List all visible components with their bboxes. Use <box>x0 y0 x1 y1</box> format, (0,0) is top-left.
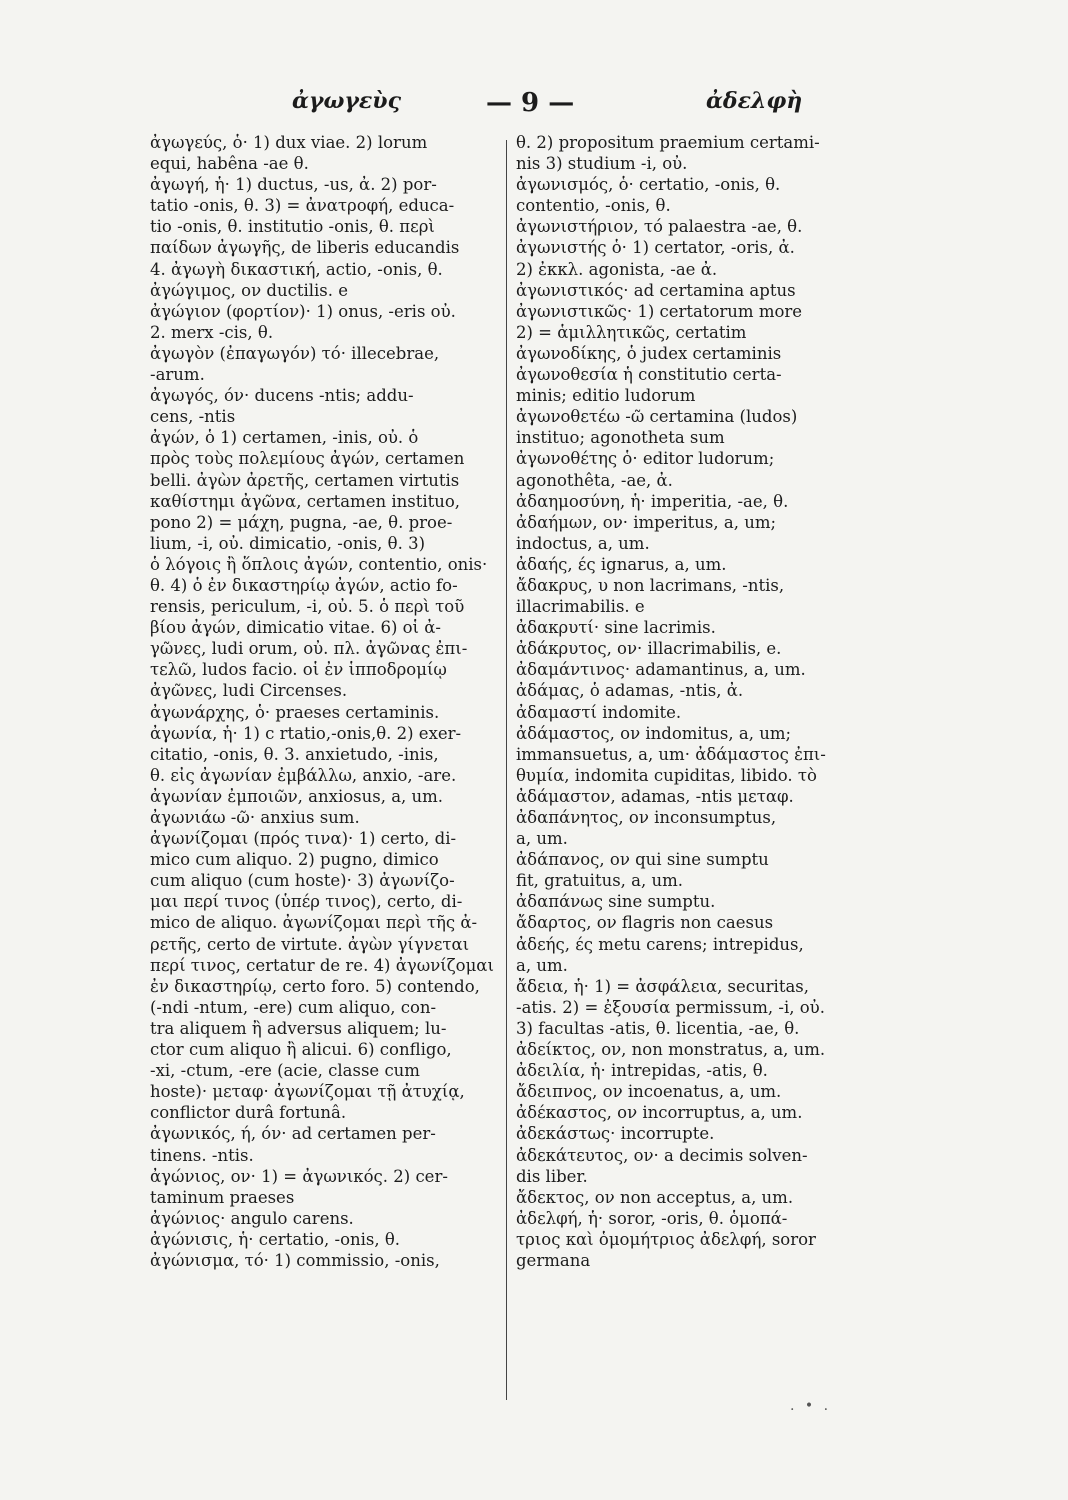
entry-line: instituo; agonotheta sum <box>516 428 725 448</box>
entry-line: θ. 4) ὁ ἐν δικαστηρίῳ ἀγών, actio fo- <box>150 575 458 595</box>
entry-line: ἀγωνοθεσία ἡ constitutio certa- <box>516 365 782 385</box>
entry-line: ἀγώγιμος, ον ductilis. e <box>150 280 348 300</box>
column-divider <box>506 140 507 1400</box>
entry-line: germana <box>516 1250 591 1270</box>
entry-line: -xi, -ctum, -ere (acie, classe cum <box>150 1061 420 1081</box>
header-right-guide-word: ἀδελφὴ <box>706 88 803 114</box>
entry-line: ἀδάμαστος, ον indomitus, a, um; <box>516 723 792 743</box>
entry-line: ἀδεκάστως· incorrupte. <box>516 1124 715 1144</box>
entry-line: ἀγωνοθέτης ὁ· editor ludorum; <box>516 449 775 469</box>
entry-line: ἀγωνοθετέω -ῶ certamina (ludos) <box>516 407 798 427</box>
entry-line: cum aliquo (cum hoste)· 3) ἀγωνίζο- <box>150 871 455 891</box>
entry-line: ἄδαρτος, ον flagris non caesus <box>516 913 774 933</box>
entry-line: ἀγωνοδίκης, ὁ judex certaminis <box>516 343 782 363</box>
entry-line: ἀγωνάρχης, ὁ· praeses certaminis. <box>150 702 440 722</box>
entry-line: καθίστημι ἀγῶνα, certamen instituo, <box>150 491 461 511</box>
entry-line: tra aliquem ἢ adversus aliquem; lu- <box>150 1018 447 1038</box>
entry-line: ἀγωγὸν (ἐπαγωγόν) τό· illecebrae, <box>150 343 440 363</box>
entry-line: περί τινος, certatur de re. 4) ἀγωνίζομαι <box>150 955 494 975</box>
entry-line: illacrimabilis. e <box>516 597 645 617</box>
entry-line: ὁ λόγοις ἢ ὅπλοις ἀγών, contentio, onis· <box>150 554 488 574</box>
entry-line: ἀγωνιστήριον, τό palaestra -ae, θ. <box>516 217 803 237</box>
header-left-guide-word: ἀγωγεὺς <box>292 88 401 114</box>
right-column <box>516 132 884 1271</box>
entry-line: ἀδαημοσύνη, ἡ· imperitia, -ae, θ. <box>516 491 789 511</box>
entry-line: πρὸς τοὺς πολεμίους ἀγών, certamen <box>150 449 465 469</box>
entry-line: ἀγώνισμα, τό· 1) commissio, -onis, <box>150 1250 440 1270</box>
entry-line: ἀδεής, ές metu carens; intrepidus, <box>516 934 804 954</box>
entry-line: παίδων ἀγωγῆς, de liberis educandis <box>150 238 460 258</box>
page-number: — 9 — <box>486 88 575 118</box>
entry-line: ἀγωνιστής ὁ· 1) certator, -oris, ἀ. <box>516 238 795 258</box>
entry-line: taminum praeses <box>150 1187 295 1207</box>
entry-line: ἀδαμάντινος· adamantinus, a, um. <box>516 660 806 680</box>
entry-line: minis; editio ludorum <box>516 386 696 406</box>
entry-line: 2) = ἁμιλλητικῶς, certatim <box>516 322 747 342</box>
entry-line: rensis, periculum, -i, οὐ. 5. ὁ περὶ τοῦ <box>150 597 465 617</box>
entry-line: contentio, -onis, θ. <box>516 196 671 216</box>
entry-line: θυμία, indomita cupiditas, libido. τὸ <box>516 765 817 785</box>
entry-line: equi, habêna -ae θ. <box>150 154 309 174</box>
entry-line: tatio -onis, θ. 3) = ἀνατροφή, educa- <box>150 196 455 216</box>
entry-line: ἀδακρυτί· sine lacrimis. <box>516 618 716 638</box>
entry-line: ctor cum aliquo ἢ alicui. 6) confligo, <box>150 1040 452 1060</box>
entry-line: θ. 2) propositum praemium certami- <box>516 133 820 152</box>
entry-line: tio -onis, θ. institutio -onis, θ. περὶ <box>150 217 435 237</box>
entry-line: ἀγωνισμός, ὁ· certatio, -onis, θ. <box>516 175 781 195</box>
entry-line: ἀγώνιος, ον· 1) = ἀγωνικός. 2) cer- <box>150 1166 448 1186</box>
entry-line: hoste)· μεταφ· ἀγωνίζομαι τῇ ἀτυχίᾳ, <box>150 1082 465 1102</box>
entry-line: ἀδελφή, ἡ· soror, -oris, θ. ὁμοπά- <box>516 1208 788 1228</box>
entry-line: ἀγωνία, ἡ· 1) c rtatio,-onis,θ. 2) exer- <box>150 723 462 743</box>
entry-line: ἀγώνισις, ἡ· certatio, -onis, θ. <box>150 1229 401 1249</box>
entry-line: ἀγωγός, όν· ducens -ntis; addu- <box>150 386 414 406</box>
entry-line: ἀγώγιον (φορτίον)· 1) onus, -eris οὐ. <box>150 301 456 321</box>
entry-line: ἀδάμας, ὁ adamas, -ntis, ἀ. <box>516 681 744 701</box>
entry-line: ἀδεκάτευτος, ον· a decimis solven- <box>516 1145 808 1165</box>
entry-line: immansuetus, a, um· ἀδάμαστος ἐπι- <box>516 744 826 764</box>
entry-line: ἀγωνιστικῶς· 1) certatorum more <box>516 301 803 321</box>
entry-line: γῶνες, ludi orum, οὐ. πλ. ἀγῶνας ἐπι- <box>150 639 468 659</box>
entry-line: ἀδαήμων, ον· imperitus, a, um; <box>516 512 777 532</box>
entry-line: cens, -ntis <box>150 407 236 427</box>
entry-line: ἄδακρυς, υ non lacrimans, -ntis, <box>516 575 785 595</box>
entry-line: -atis. 2) = ἐξουσία permissum, -i, οὐ. <box>516 997 825 1017</box>
entry-line: ἀδάκρυτος, ον· illacrimabilis, e. <box>516 639 782 659</box>
entry-line: fit, gratuitus, a, um. <box>516 871 684 891</box>
entry-line: ἀδέκαστος, ον incorruptus, a, um. <box>516 1103 803 1123</box>
entry-line: dis liber. <box>516 1166 588 1186</box>
entry-line: mico cum aliquo. 2) pugno, dimico <box>150 850 439 870</box>
entry-line: ἀδείκτος, ον, non monstratus, a, um. <box>516 1040 826 1060</box>
entry-line: ἀγών, ὁ 1) certamen, -inis, οὐ. ὁ <box>150 428 419 448</box>
entry-line: ἐν δικαστηρίῳ, certo foro. 5) contendo, <box>150 976 480 996</box>
entry-line: τελῶ, ludos facio. οἱ ἐν ἱπποδρομίῳ <box>150 660 447 680</box>
entry-line: 4. ἀγωγὴ δικαστική, actio, -onis, θ. <box>150 259 443 279</box>
page-header <box>0 88 1068 128</box>
entry-line: ἀγωνιστικός· ad certamina aptus <box>516 280 796 300</box>
entry-line: ἄδεια, ἡ· 1) = ἀσφάλεια, securitas, <box>516 976 810 996</box>
entry-line: βίου ἀγών, dimicatio vitae. 6) οἱ ἀ- <box>150 618 441 638</box>
left-column <box>150 132 502 1271</box>
entry-line: ἀγώνιος· angulo carens. <box>150 1208 354 1228</box>
entry-line: ἀδάπανος, ον qui sine sumptu <box>516 850 769 870</box>
entry-line: conflictor durâ fortunâ. <box>150 1103 347 1123</box>
entry-line: ἀδάμαστον, adamas, -ntis μεταφ. <box>516 786 794 806</box>
entry-line: ἀγωνιάω -ῶ· anxius sum. <box>150 808 360 827</box>
entry-line: tinens. -ntis. <box>150 1145 254 1165</box>
entry-line: ἄδειπνος, ον incoenatus, a, um. <box>516 1082 782 1102</box>
print-specks: . • . <box>790 1398 832 1414</box>
entry-line: ἀγωνικός, ή, όν· ad certamen per- <box>150 1124 436 1144</box>
entry-line: lium, -i, οὐ. dimicatio, -onis, θ. 3) <box>150 533 426 553</box>
entry-line: indoctus, a, um. <box>516 533 650 553</box>
entry-line: citatio, -onis, θ. 3. anxietudo, -inis, <box>150 744 439 764</box>
entry-line: ἀδαπάνητος, ον inconsumptus, <box>516 808 777 827</box>
entry-line: ἀδαής, ές ignarus, a, um. <box>516 554 727 574</box>
entry-line: ἀγωνίαν ἐμποιῶν, anxiosus, a, um. <box>150 786 444 806</box>
entry-line: τριος καὶ ὁμομήτριος ἀδελφή, soror <box>516 1229 816 1249</box>
entry-line: ἀγῶνες, ludi Circenses. <box>150 681 348 701</box>
entry-line: θ. εἰς ἀγωνίαν ἐμβάλλω, anxio, -are. <box>150 765 457 785</box>
entry-line: agonothêta, -ae, ἀ. <box>516 470 673 490</box>
entry-line: ἄδεκτος, ον non acceptus, a, um. <box>516 1187 794 1207</box>
entry-line: ἀδαμαστί indomite. <box>516 702 682 722</box>
entry-line: nis 3) studium -i, οὐ. <box>516 154 688 174</box>
entry-line: pono 2) = μάχη, pugna, -ae, θ. proe- <box>150 512 453 532</box>
entry-line: ἀδειλία, ἡ· intrepidas, -atis, θ. <box>516 1061 768 1081</box>
entry-line: 2) ἐκκλ. agonista, -ae ἀ. <box>516 259 718 279</box>
entry-line: ἀγωγεύς, ὁ· 1) dux viae. 2) lorum <box>150 133 428 152</box>
entry-line: (-ndi -ntum, -ere) cum aliquo, con- <box>150 997 437 1017</box>
entry-line: mico de aliquo. ἀγωνίζομαι περὶ τῆς ἀ- <box>150 913 478 933</box>
entry-line: a, um. <box>516 829 568 849</box>
entry-line: ἀγωγή, ἡ· 1) ductus, -us, ἀ. 2) por- <box>150 175 437 195</box>
entry-line: 2. merx -cis, θ. <box>150 322 274 342</box>
entry-line: μαι περί τινος (ὑπέρ τινος), certo, di- <box>150 892 463 912</box>
entry-line: ἀδαπάνως sine sumptu. <box>516 892 716 912</box>
entry-line: 3) facultas -atis, θ. licentia, -ae, θ. <box>516 1018 800 1038</box>
entry-line: belli. ἀγὼν ἀρετῆς, certamen virtutis <box>150 470 460 490</box>
entry-line: ρετῆς, certo de virtute. ἀγὼν γίγνεται <box>150 934 470 954</box>
entry-line: ἀγωνίζομαι (πρός τινα)· 1) certo, di- <box>150 829 457 849</box>
entry-line: a, um. <box>516 955 568 975</box>
entry-line: -arum. <box>150 365 205 385</box>
